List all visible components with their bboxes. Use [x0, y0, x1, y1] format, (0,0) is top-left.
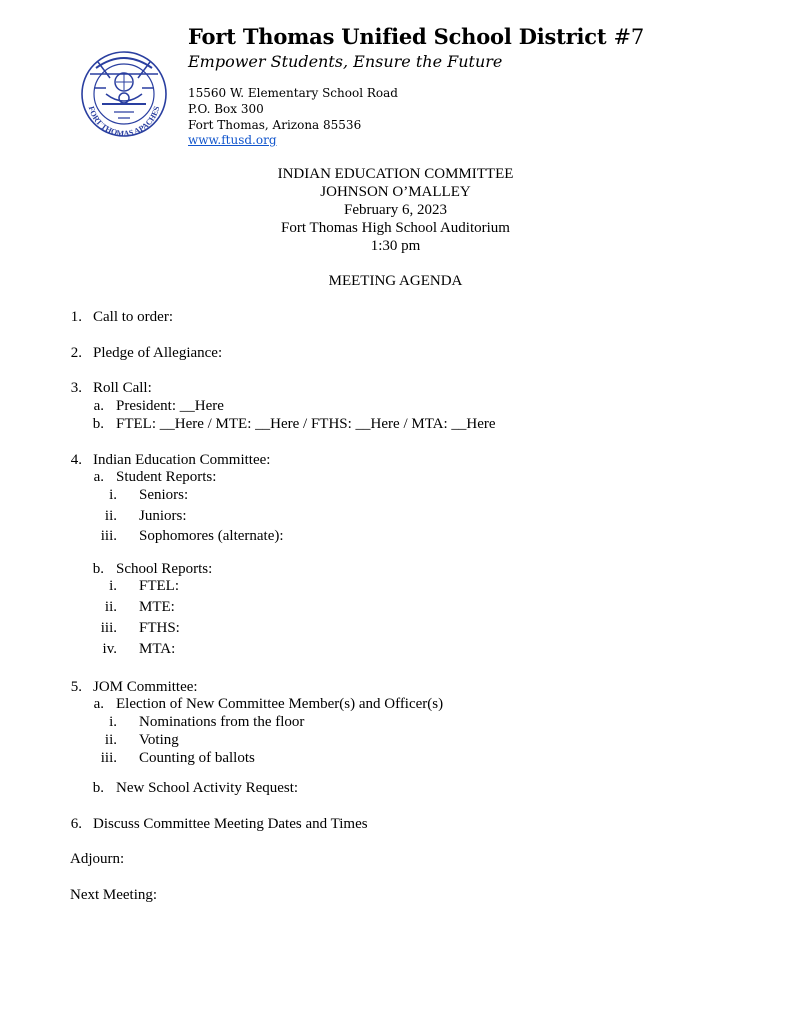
agenda-heading: MEETING AGENDA — [328, 273, 463, 289]
item-2-text: Pledge of Allegiance: — [93, 345, 223, 361]
meeting-date: February 6, 2023 — [344, 202, 447, 218]
item-4b-iii-number: iii. — [100, 620, 117, 636]
item-4b-iii-text: FTHS: — [139, 620, 180, 636]
item-6-text: Discuss Committee Meeting Dates and Times — [93, 816, 368, 832]
item-3a-number: a. — [93, 398, 104, 414]
item-4b-iv-number: iv. — [102, 641, 117, 657]
item-5a-text: Election of New Committee Member(s) and Officer(s) — [116, 696, 444, 712]
item-4b-ii-text: MTE: — [139, 599, 175, 615]
item-3b-text: FTEL: __Here / MTE: __Here / FTHS: __Here / MTA: __Here — [116, 416, 496, 432]
logo-text: FORT THOMAS APACHES — [86, 105, 162, 138]
district-logo — [76, 38, 172, 138]
next-meeting-label: Next Meeting: — [70, 887, 158, 903]
item-4b-ii-number: ii. — [104, 599, 117, 615]
program-name: JOHNSON O’MALLEY — [320, 184, 471, 200]
item-4b-i-text: FTEL: — [139, 578, 179, 594]
item-3-number: 3. — [70, 380, 82, 396]
district-number: #7 — [613, 25, 645, 49]
district-name — [188, 24, 644, 49]
item-4b-number: b. — [92, 561, 104, 577]
item-3-text: Roll Call: — [93, 380, 152, 396]
item-6-number: 6. — [70, 816, 82, 832]
address-line-1: 15560 W. Elementary School Road — [188, 86, 398, 100]
meeting-location: Fort Thomas High School Auditorium — [281, 220, 510, 236]
item-4a-text: Student Reports: — [116, 469, 217, 485]
item-5b-text: New School Activity Request: — [116, 780, 299, 796]
item-5a-ii-text: Voting — [139, 732, 179, 748]
item-5a-iii-text: Counting of ballots — [139, 750, 255, 766]
item-5-text: JOM Committee: — [93, 679, 198, 695]
item-4b-text: School Reports: — [116, 561, 213, 577]
item-4a-i-text: Seniors: — [139, 487, 189, 503]
meeting-time: 1:30 pm — [370, 238, 421, 254]
item-5a-i-text: Nominations from the floor — [139, 714, 305, 730]
address-line-2: P.O. Box 300 — [188, 102, 264, 116]
item-4a-iii-number: iii. — [100, 528, 117, 544]
item-4a-ii-number: ii. — [104, 508, 117, 524]
committee-name: INDIAN EDUCATION COMMITTEE — [277, 166, 514, 182]
item-4b-iv-text: MTA: — [139, 641, 176, 657]
adjourn-label: Adjourn: — [70, 851, 125, 867]
item-5-number: 5. — [70, 679, 82, 695]
item-2-number: 2. — [70, 345, 82, 361]
item-5a-ii-number: ii. — [104, 732, 117, 748]
item-4b-i-number: i. — [109, 578, 117, 594]
item-4a-iii-text: Sophomores (alternate): — [139, 528, 284, 544]
item-3a-text: President: __Here — [116, 398, 224, 414]
item-5a-number: a. — [93, 696, 104, 712]
district-motto: Empower Students, Ensure the Future — [188, 52, 503, 71]
district-title: Fort Thomas Unified School District — [188, 24, 607, 49]
item-4-text: Indian Education Committee: — [93, 452, 271, 468]
item-5b-number: b. — [92, 780, 104, 796]
address-line-3: Fort Thomas, Arizona 85536 — [188, 118, 362, 132]
website-link[interactable]: www.ftusd.org — [188, 133, 277, 147]
item-4a-number: a. — [93, 469, 104, 485]
item-5a-iii-number: iii. — [100, 750, 117, 766]
item-4a-ii-text: Juniors: — [139, 508, 187, 524]
item-5a-i-number: i. — [109, 714, 117, 730]
item-4-number: 4. — [70, 452, 82, 468]
item-1-text: Call to order: — [93, 309, 173, 325]
item-1-number: 1. — [70, 309, 82, 325]
item-4a-i-number: i. — [109, 487, 117, 503]
item-3b-number: b. — [92, 416, 104, 432]
